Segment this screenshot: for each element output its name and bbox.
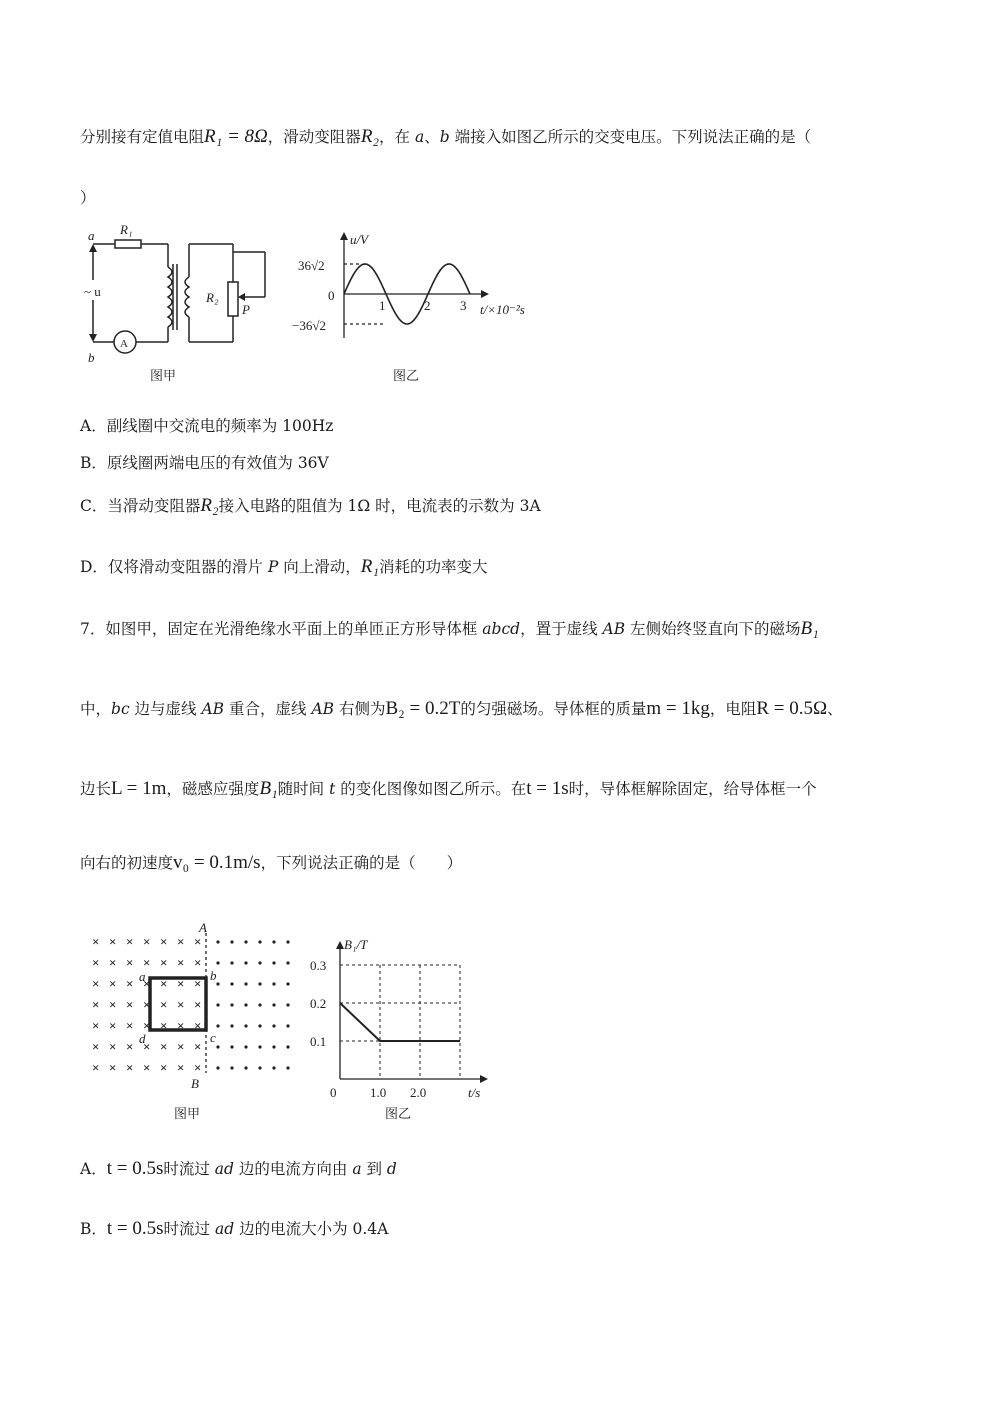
cross-mark: × xyxy=(160,934,168,949)
q7-ab: AB xyxy=(201,700,225,718)
dot-mark xyxy=(244,1066,247,1069)
tick-ymax: 36√2 xyxy=(298,258,325,273)
cross-mark: × xyxy=(194,976,202,991)
q7-line-2 xyxy=(80,697,843,720)
q7-abcd: abcd xyxy=(482,620,521,638)
caption-right: 图乙 xyxy=(393,368,420,383)
dot-mark xyxy=(244,1024,247,1027)
cross-mark: × xyxy=(92,955,100,970)
dot-mark xyxy=(258,1024,261,1027)
label-b: b xyxy=(210,968,217,983)
dot-mark xyxy=(286,1066,289,1069)
label-c: c xyxy=(210,1030,216,1045)
q7-bc: bc xyxy=(111,700,130,718)
b1-curve xyxy=(340,1003,460,1041)
q6-circuit-figure xyxy=(70,222,280,387)
tick-zero: 0 xyxy=(330,1085,337,1100)
option-b-text: 边的电流大小为 0.4A xyxy=(234,1220,389,1238)
dot-mark xyxy=(216,940,219,943)
q7-line-1 xyxy=(80,617,819,640)
cross-mark: × xyxy=(126,1039,134,1054)
option-a-text: 边的电流方向由 xyxy=(233,1160,353,1178)
q7-text: 、 xyxy=(827,700,843,718)
cross-mark: × xyxy=(126,976,134,991)
q7-v0-eq: v₀ = 0.1m/s xyxy=(173,852,261,873)
option-d-text: D．仅将滑动变阻器的滑片 xyxy=(80,558,268,576)
secondary-coil xyxy=(185,277,189,317)
r1-equation: R₁ = 8Ω xyxy=(204,126,268,147)
cross-mark: × xyxy=(109,976,117,991)
q7-line-3 xyxy=(80,777,817,800)
label-r1: R₁ xyxy=(120,222,133,237)
cross-mark: × xyxy=(143,1060,151,1075)
cross-mark: × xyxy=(194,955,202,970)
primary-coil xyxy=(168,267,172,327)
cross-mark: × xyxy=(143,997,151,1012)
label-a: a xyxy=(88,228,95,243)
cross-mark: × xyxy=(177,1039,185,1054)
q7-line-4 xyxy=(80,851,462,874)
option-b-t: t = 0.5s xyxy=(106,1218,164,1239)
slider-arrow xyxy=(238,293,245,301)
label-r2: R₂ xyxy=(206,290,219,305)
terminal-a: a xyxy=(414,128,425,146)
q7-text: 重合，虚线 xyxy=(224,700,312,718)
dot-mark xyxy=(272,1066,275,1069)
dot-mark xyxy=(216,1024,219,1027)
q6-text: 、 xyxy=(424,128,440,146)
dot-mark xyxy=(230,1045,233,1048)
q7-text: ，置于虚线 xyxy=(520,620,603,638)
label-b: b xyxy=(88,350,95,365)
q6-option-b xyxy=(80,451,329,473)
dot-mark xyxy=(258,940,261,943)
dot-mark xyxy=(258,1045,261,1048)
cross-mark: × xyxy=(126,955,134,970)
cross-mark: × xyxy=(194,1039,202,1054)
tick-ymin: −36√2 xyxy=(292,318,326,333)
dot-mark xyxy=(230,1066,233,1069)
cross-mark: × xyxy=(194,997,202,1012)
q7-option-b xyxy=(80,1217,388,1240)
option-d-p: P xyxy=(267,558,279,576)
tick-t1: 1 xyxy=(379,298,386,313)
dot-mark xyxy=(244,1045,247,1048)
tick-x2: 2.0 xyxy=(410,1085,427,1100)
q7-b2-eq: B₂ = 0.2T xyxy=(385,698,461,719)
tick-02: 0.2 xyxy=(310,996,327,1011)
dot-mark xyxy=(216,961,219,964)
y-axis-label: B₁/T xyxy=(344,937,368,952)
q7-text: ，电阻 xyxy=(709,700,757,718)
cross-mark: × xyxy=(143,934,151,949)
q7-text: 边长 xyxy=(80,780,112,798)
q7-t: t xyxy=(329,780,336,798)
q6-text: 端接入如图乙所示的交变电压。下列说法正确的是（ xyxy=(449,128,812,146)
x-axis-label: t/×10⁻²s xyxy=(480,302,525,317)
q7-text: 边与虚线 xyxy=(129,700,202,718)
cross-mark: × xyxy=(92,934,100,949)
q6-text: ，滑动变阻器 xyxy=(267,128,361,146)
cross-mark: × xyxy=(126,1018,134,1033)
cross-mark: × xyxy=(109,955,117,970)
cross-mark: × xyxy=(92,1039,100,1054)
option-a-text: 到 xyxy=(361,1160,387,1178)
q7-text: 随时间 xyxy=(277,780,330,798)
cross-mark: × xyxy=(143,976,151,991)
q6-text: 分别接有定值电阻 xyxy=(80,128,205,146)
cross-mark: × xyxy=(92,1060,100,1075)
option-a-label: A． xyxy=(80,1160,107,1178)
cross-mark: × xyxy=(177,1018,185,1033)
dot-mark xyxy=(230,940,233,943)
cross-mark: × xyxy=(160,997,168,1012)
cross-mark: × xyxy=(109,934,117,949)
q7-ab: AB xyxy=(311,700,335,718)
cross-mark: × xyxy=(194,934,202,949)
cross-mark: × xyxy=(109,1018,117,1033)
dot-mark xyxy=(286,940,289,943)
rheostat-r2 xyxy=(228,282,238,316)
option-a-a: a xyxy=(352,1160,362,1178)
cross-mark: × xyxy=(126,997,134,1012)
dot-mark xyxy=(216,1045,219,1048)
q6-option-a xyxy=(80,414,333,436)
caption-right: 图乙 xyxy=(385,1106,412,1121)
tick-zero: 0 xyxy=(328,288,335,303)
label-d: d xyxy=(139,1031,146,1046)
arrow-down xyxy=(89,334,97,342)
cross-mark: × xyxy=(92,976,100,991)
dot-mark xyxy=(244,982,247,985)
cross-mark: × xyxy=(92,997,100,1012)
dot-mark xyxy=(216,1066,219,1069)
cross-mark: × xyxy=(177,976,185,991)
q7-t-eq: t = 1s xyxy=(526,778,569,799)
option-d-text: 向上滑动， xyxy=(278,558,361,576)
q7-option-a xyxy=(80,1157,397,1180)
q7-text: 的变化图像如图乙所示。在 xyxy=(335,780,527,798)
label-A: A xyxy=(199,920,207,935)
dot-mark xyxy=(272,1045,275,1048)
cross-mark: × xyxy=(160,1039,168,1054)
cross-mark: × xyxy=(109,1060,117,1075)
option-d-text: 消耗的功率变大 xyxy=(378,558,488,576)
q6-option-c xyxy=(80,494,541,517)
dot-mark xyxy=(286,961,289,964)
q7-b1-graph xyxy=(300,935,500,1125)
q7-text: 右侧为 xyxy=(334,700,386,718)
field-marks xyxy=(92,934,290,1075)
dot-mark xyxy=(258,961,261,964)
q7-text: 中， xyxy=(80,700,112,718)
q6-line-2 xyxy=(80,186,96,208)
q7-text: ，下列说法正确的是（ ） xyxy=(260,854,463,872)
option-a-text: A．副线圈中交流电的频率为 100Hz xyxy=(80,417,334,435)
ammeter-label: A xyxy=(120,338,128,350)
q7-l-eq: L = 1m xyxy=(111,778,167,799)
q7-field-figure xyxy=(88,918,303,1128)
cross-mark: × xyxy=(126,934,134,949)
tick-01: 0.1 xyxy=(310,1034,327,1049)
arrow-up xyxy=(89,244,97,252)
dot-mark xyxy=(286,1024,289,1027)
dot-mark xyxy=(230,1003,233,1006)
dot-mark xyxy=(272,1024,275,1027)
option-c-r2: R₂ xyxy=(200,495,219,516)
dot-mark xyxy=(286,1003,289,1006)
cross-mark: × xyxy=(177,934,185,949)
option-b-text: B．原线圈两端电压的有效值为 36V xyxy=(80,454,329,472)
label-a: a xyxy=(139,969,146,984)
cross-mark: × xyxy=(92,1018,100,1033)
x-axis-label: t/s xyxy=(468,1085,481,1100)
cross-mark: × xyxy=(109,1039,117,1054)
q7-b1: B₁ xyxy=(259,778,278,799)
tick-t2: 2 xyxy=(424,298,431,313)
option-a-text: 时流过 xyxy=(163,1160,215,1178)
dot-mark xyxy=(244,1003,247,1006)
dot-mark xyxy=(258,982,261,985)
dot-mark xyxy=(286,982,289,985)
resistor-r1 xyxy=(115,240,141,248)
cross-mark: × xyxy=(194,1060,202,1075)
option-c-text: C．当滑动变阻器 xyxy=(80,497,201,515)
cross-mark: × xyxy=(177,955,185,970)
cross-mark: × xyxy=(143,1039,151,1054)
cross-mark: × xyxy=(160,1060,168,1075)
option-c-text: 接入电路的阻值为 1Ω 时，电流表的示数为 3A xyxy=(218,497,541,515)
cross-mark: × xyxy=(194,1018,202,1033)
cross-mark: × xyxy=(177,1060,185,1075)
cross-mark: × xyxy=(143,955,151,970)
q6-close-paren: ） xyxy=(80,189,96,207)
cross-mark: × xyxy=(126,1060,134,1075)
dot-mark xyxy=(244,940,247,943)
q6-option-d xyxy=(80,555,487,578)
q6-text: ，在 xyxy=(379,128,415,146)
cross-mark: × xyxy=(160,955,168,970)
dot-mark xyxy=(258,1066,261,1069)
label-B: B xyxy=(191,1076,199,1091)
dot-mark xyxy=(230,1024,233,1027)
option-a-d: d xyxy=(386,1160,397,1178)
q7-r-eq: R = 0.5Ω xyxy=(756,698,828,719)
q7-text: 7．如图甲，固定在光滑绝缘水平面上的单匝正方形导体框 xyxy=(80,620,483,638)
r2-symbol: R₂ xyxy=(360,126,380,147)
dot-mark xyxy=(216,1003,219,1006)
dot-mark xyxy=(286,1045,289,1048)
cross-mark: × xyxy=(160,976,168,991)
cross-mark: × xyxy=(143,1018,151,1033)
dot-mark xyxy=(230,961,233,964)
y-axis-label: u/V xyxy=(350,232,369,247)
q7-b1: B₁ xyxy=(800,618,819,639)
label-p: P xyxy=(242,302,250,317)
option-d-r1: R₁ xyxy=(360,556,379,577)
cross-mark: × xyxy=(177,997,185,1012)
q7-text: 时，导体框解除固定，给导体框一个 xyxy=(568,780,817,798)
q7-ab: AB xyxy=(602,620,626,638)
dot-mark xyxy=(272,961,275,964)
q6-line-1 xyxy=(80,125,811,148)
q7-text: 左侧始终竖直向下的磁场 xyxy=(625,620,801,638)
dot-mark xyxy=(230,982,233,985)
option-b-label: B． xyxy=(80,1220,107,1238)
dot-mark xyxy=(272,982,275,985)
terminal-b: b xyxy=(439,128,450,146)
dot-mark xyxy=(258,1003,261,1006)
tick-t3: 3 xyxy=(460,298,467,313)
dot-mark xyxy=(216,982,219,985)
q6-sine-figure xyxy=(290,228,550,388)
cross-mark: × xyxy=(160,1018,168,1033)
caption-left: 图甲 xyxy=(150,368,177,383)
tick-x1: 1.0 xyxy=(370,1085,387,1100)
option-b-ad: ad xyxy=(214,1220,235,1238)
cross-mark: × xyxy=(109,997,117,1012)
option-a-ad: ad xyxy=(214,1160,234,1178)
tick-03: 0.3 xyxy=(310,958,327,973)
dot-mark xyxy=(272,940,275,943)
caption-left: 图甲 xyxy=(174,1106,201,1121)
q7-text: ，磁感应强度 xyxy=(166,780,260,798)
option-b-text: 时流过 xyxy=(163,1220,215,1238)
option-a-t: t = 0.5s xyxy=(106,1158,164,1179)
q7-text: 的匀强磁场。导体框的质量 xyxy=(460,700,647,718)
q7-mass-eq: m = 1kg xyxy=(646,698,710,719)
q7-text: 向右的初速度 xyxy=(80,854,174,872)
dot-mark xyxy=(272,1003,275,1006)
label-u: ~ u xyxy=(84,284,101,299)
dot-mark xyxy=(244,961,247,964)
